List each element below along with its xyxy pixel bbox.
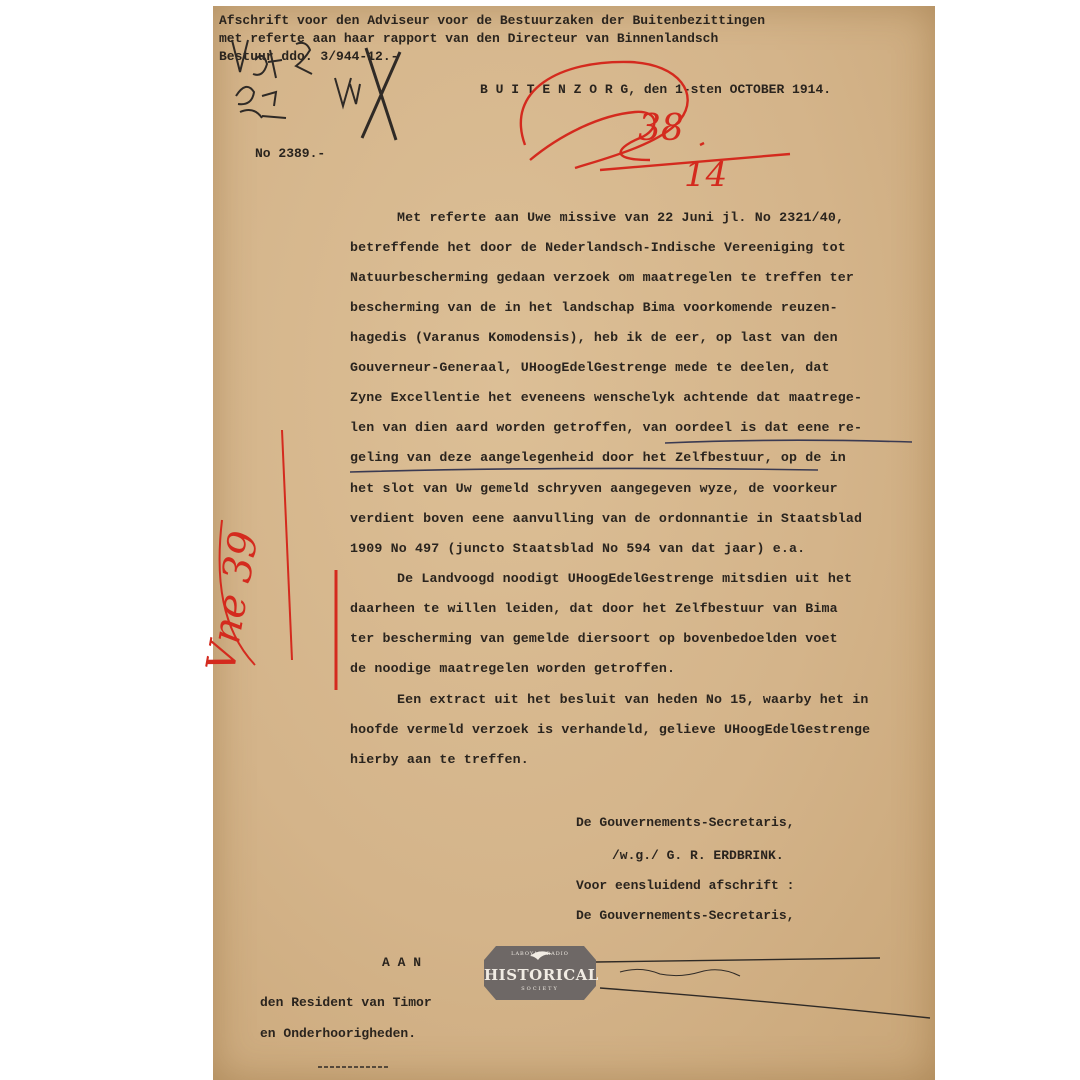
body-line: hoofde vermeld verzoek is verhandeld, gelieve UHoogEdelGestrenge [350,722,871,737]
document-number: No 2389.- [255,146,326,161]
conformity-statement: Voor eensluidend afschrift : [576,878,795,893]
body-line: hierby aan te treffen. [350,752,529,767]
red-denominator: 14 [684,155,728,195]
signature-title-2: De Gouvernements-Secretaris, [576,908,795,923]
body-line: Natuurbescherming gedaan verzoek om maatregelen te treffen ter [350,270,855,285]
addressee-line-2: en Onderhoorigheden. [260,1026,417,1041]
addressee-line-1: den Resident van Timor [260,995,432,1010]
body-line: De Landvoogd noodigt UHoogEdelGestrenge mitsdien uit het [397,571,853,586]
historical-society-logo [484,944,599,1002]
body-line: daarheen te willen leiden, dat door het Zelfbestuur van Bima [350,601,838,616]
body-line: Zyne Excellentie het eveneens wenschelyk achtende dat maatrege- [350,390,863,405]
place-date: B U I T E N Z O R G, den 1-sten OCTOBER 1914. [480,82,832,97]
header-line-2: met referte aan haar rapport van den Directeur van Binnenlandsch [219,31,719,46]
text-underline [350,440,912,472]
body-line: geling van deze aangelegenheid door het Zelfbestuur, op de in [350,450,846,465]
body-line: hagedis (Varanus Komodensis), heb ik de eer, op last van den [350,330,838,345]
signature-signed: /w.g./ G. R. ERDBRINK. [612,848,784,863]
body-line: betreffende het door de Nederlandsch-Indische Vereeniging tot [350,240,846,255]
body-line: ter bescherming van gemelde diersoort op bovenbedoelden voet [350,631,838,646]
body-line: Met referte aan Uwe missive van 22 Juni jl. No 2321/40, [397,210,845,225]
body-line: len van dien aard worden getroffen, van oordeel is dat eene re- [350,420,863,435]
logo-top-text: LABOYAN RADIO [511,951,569,957]
logo-main-text: HISTORICAL [484,966,599,984]
body-line: Een extract uit het besluit van heden No 15, waarby het in [397,692,869,707]
header-line-1: Afschrift voor den Adviseur voor de Bestuurzaken der Buitenbezittingen [219,13,766,28]
red-margin-note-text: Vne 39 [197,527,268,676]
addressee-aan: A A N [382,955,422,970]
rule-lines [318,958,930,1067]
body-line: 1909 No 497 (juncto Staatsblad No 594 van dat jaar) e.a. [350,541,806,556]
pencil-scribble [232,40,400,140]
red-numerator: 38 [638,108,684,149]
body-line: bescherming van de in het landschap Bima voorkomende reuzen- [350,300,838,315]
body-line: het slot van Uw gemeld schryven aangegeven wyze, de voorkeur [350,481,838,496]
logo-bottom-text: SOCIETY [521,986,559,992]
header-line-3: Bestuur ddo. 3/944-12.- [219,49,399,64]
body-line: de noodige maatregelen worden getroffen. [350,661,676,676]
signature-title: De Gouvernements-Secretaris, [576,815,795,830]
body-line: verdient boven eene aanvulling van de ordonnantie in Staatsblad [350,511,863,526]
body-line: Gouverneur-Generaal, UHoogEdelGestrenge mede te deelen, dat [350,360,830,375]
